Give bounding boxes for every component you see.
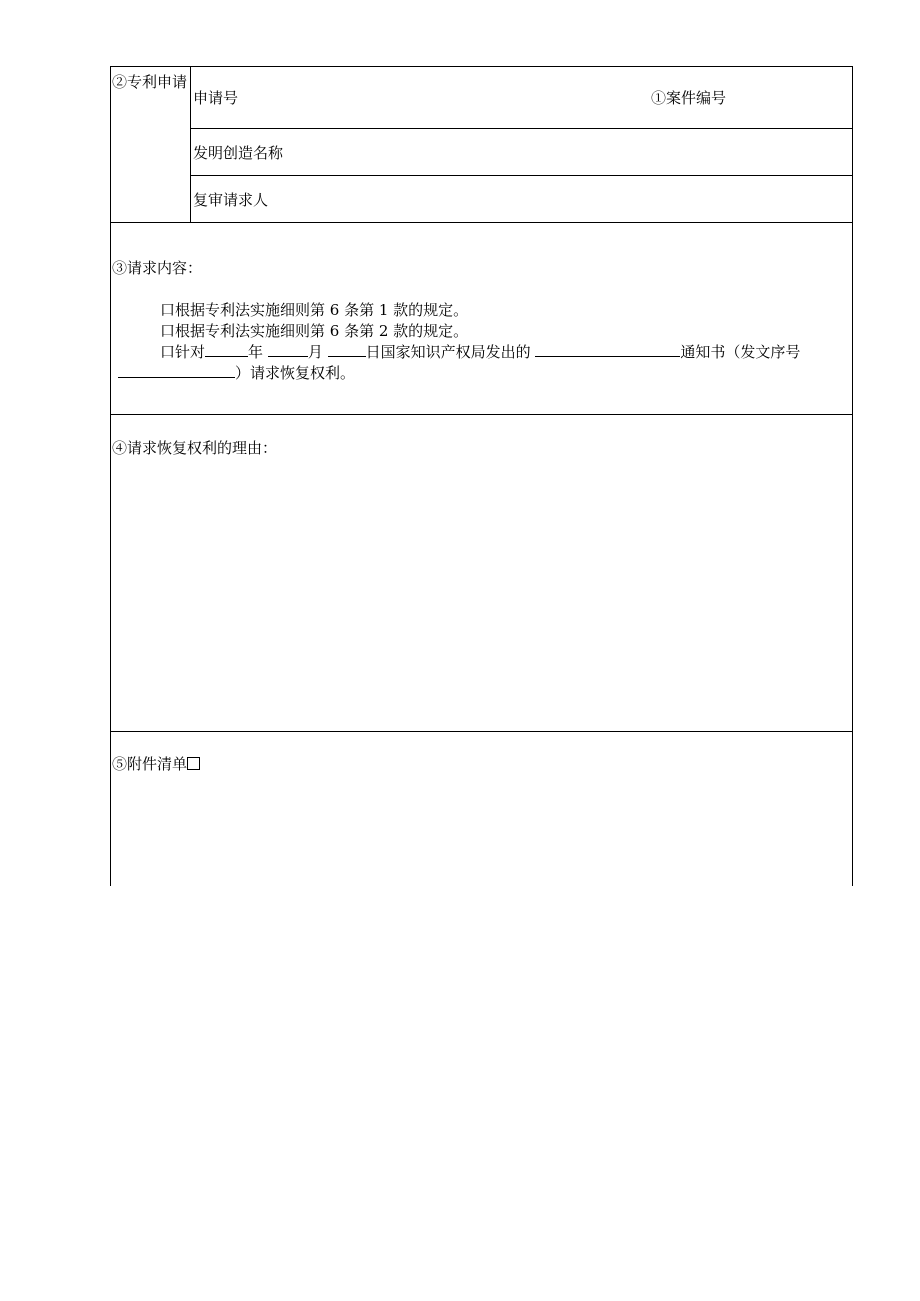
option3-day-text: 日国家知识产权局发出的 [365,343,531,361]
table-left-border [110,66,111,886]
row-divider-2 [190,175,853,176]
notice-blank[interactable] [535,342,680,357]
section-divider-request [110,222,853,223]
month-blank[interactable] [268,342,308,357]
request-option-3-cont [118,363,355,383]
serial-number-blank[interactable] [118,363,235,378]
section-divider-attachments [110,731,853,732]
table-right-border [852,66,853,886]
attachments-checkbox[interactable] [187,757,200,770]
option3-suffix: ）请求恢复权利。 [235,364,356,382]
attachments-heading: ⑤附件清单 [112,755,188,773]
invention-name-label: 发明创造名称 [193,144,284,162]
attachments-row [112,754,200,774]
petitioner-label: 复审请求人 [193,191,269,209]
application-number-label: 申请号 [193,89,239,107]
year-blank[interactable] [205,342,248,357]
request-option-2: 口根据专利法实施细则第 6 条第 2 款的规定。 [160,322,469,340]
option3-month: 月 [307,343,323,361]
reason-heading: ④请求恢复权利的理由： [112,439,278,457]
option3-year: 年 [248,343,264,361]
section-divider-reason [110,414,853,415]
table-top-border [110,66,853,67]
patent-section-divider [190,66,191,223]
option3-prefix: 口针对 [160,343,206,361]
day-blank[interactable] [328,342,366,357]
option3-notice: 通知书（发文序号 [680,343,801,361]
request-option-3 [160,342,800,362]
patent-application-label: ②专利申请 [112,73,188,91]
request-option-1: 口根据专利法实施细则第 6 条第 1 款的规定。 [160,301,469,319]
row-divider-1 [190,128,853,129]
case-number-label: ①案件编号 [651,89,727,107]
request-heading: ③请求内容： [112,259,203,277]
